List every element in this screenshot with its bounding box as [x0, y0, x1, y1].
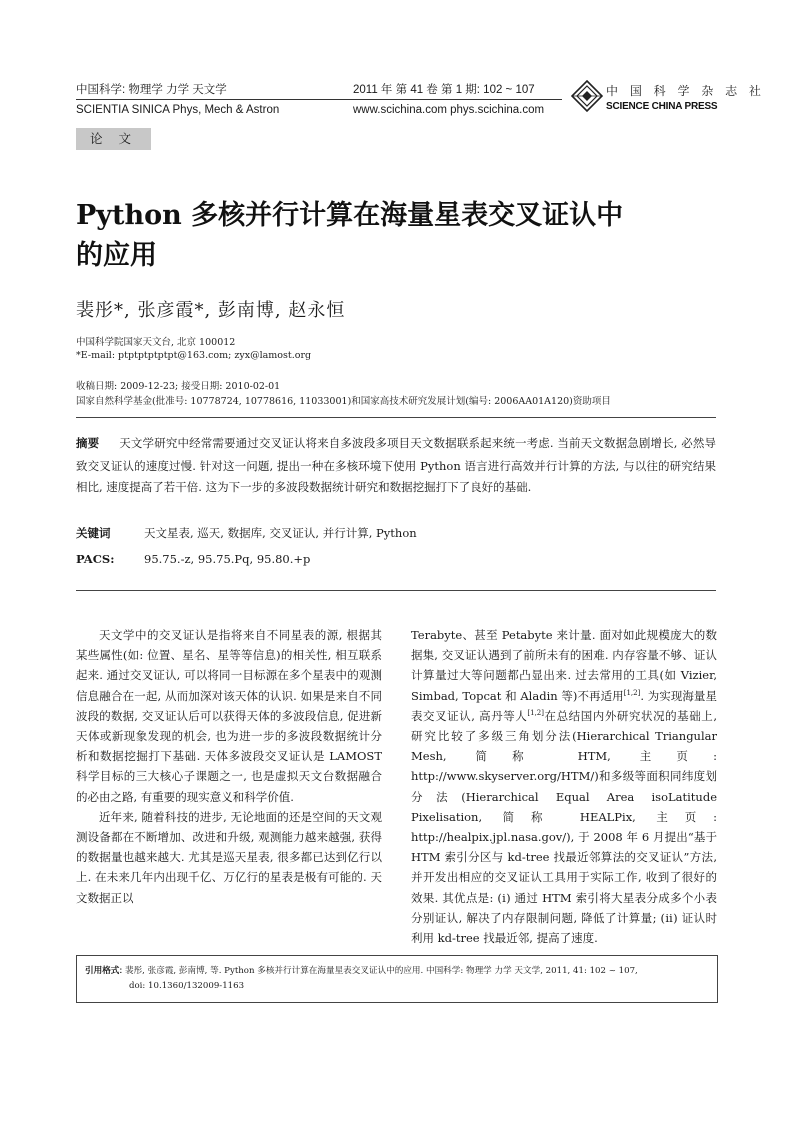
citation-box — [76, 955, 718, 1003]
citation-label: 引用格式: — [85, 965, 123, 975]
keywords-label: 关键词 — [76, 528, 111, 540]
publisher-name-en: SCIENCE CHINA PRESS — [606, 101, 718, 112]
keywords-text: 天文星表, 巡天, 数据库, 交叉证认, 并行计算, Python — [144, 526, 417, 540]
publisher-logo-icon — [571, 80, 603, 112]
reference-citation[interactable]: [1,2] — [527, 708, 544, 717]
journal-name-en: SCIENTIA SINICA Phys, Mech & Astron — [76, 104, 280, 116]
issue-info: 2011 年 第 41 卷 第 1 期: 102 ~ 107 — [353, 84, 535, 96]
pacs-text: 95.75.-z, 95.75.Pq, 95.80.+p — [144, 552, 311, 566]
body-paragraph: 天文学中的交叉证认是指将来自不同星表的源, 根据其某些属性(如: 位置、星名、星等等信息)的相关性, 相互联系起来. 通过交叉证认, 可以将同一目标源在多个星表中的观测信息融合在一起, 从而加深对该天体的认识. 如果是来自不同波段的数据, 交叉证认后可以获得天体的多波段信息, 促进新天体或新现象发现的机会, 也为进一步的多波段数据统计分析和数据挖掘打下基础. 天体多波段交叉证认是 LAMOST 科学目标的三大核心子课题之一, 也是虚拟天文台数据融合的必由之路, 有重要的现实意义和科学价值. — [76, 628, 382, 804]
journal-name-cn: 中国科学: 物理学 力学 天文学 — [76, 84, 227, 96]
email[interactable]: *E-mail: ptptptptptpt@163.com; zyx@lamost.org — [76, 350, 312, 361]
abstract-label: 摘要 — [76, 438, 100, 450]
abstract — [76, 433, 716, 499]
publisher-name-cn: 中 国 科 学 杂 志 社 — [606, 84, 765, 98]
citation-line — [85, 964, 638, 976]
authors: 裴彤*, 张彦霞*, 彭南博, 赵永恒 — [76, 300, 346, 321]
abstract-top-rule — [76, 417, 716, 418]
article-title — [76, 196, 676, 276]
article-type-tag: 论 文 — [76, 128, 151, 150]
funding-info: 国家自然科学基金(批准号: 10778724, 10778616, 11033001)和国家高技术研究发展计划(编号: 2006AA01A120)资助项目 — [76, 396, 611, 407]
pacs-label: PACS: — [76, 552, 115, 566]
citation-doi[interactable]: doi: 10.1360/132009-1163 — [129, 981, 245, 991]
title-line-2: 的应用 — [76, 240, 157, 271]
title-line-1: Python 多核并行计算在海量星表交叉证认中 — [76, 200, 624, 231]
header-rule — [76, 99, 562, 100]
body-right-column — [411, 625, 717, 948]
affiliation: 中国科学院国家天文台, 北京 100012 — [76, 337, 236, 348]
received-dates: 收稿日期: 2009-12-23; 接受日期: 2010-02-01 — [76, 381, 281, 392]
pacs — [76, 552, 310, 566]
abstract-bottom-rule — [76, 590, 716, 591]
body-left-column — [76, 625, 382, 908]
body-paragraph: Terabyte、甚至 Petabyte 来计量. 面对如此规模庞大的数据集, 交叉证认遇到了前所未有的困难. 内存容量不够、证认计算量过大等问题都凸显出来. 过去常用的工具(如 Vizier, Simbad, Topcat 和 Aladin 等)不再适用[1,2]. 为实现海量星表交叉证认, 高丹等人[1,2]在总结国内外研究状况的基础上, 研究比较了多级三角划分法(Hierarchical Triangular Mesh, 简称 HTM, 主页: http://www.skyserver.org/HTM/)和多级等面积同纬度划分法(Hierarchical Equal Area isoLatitude Pixelisation, 简称 HEALPix, 主页: http://healpix.jpl.nasa.gov/), 于 2008 年 6 月提出“基于 HTM 索引分区与 kd-tree 找最近邻算法的交叉证认”方法, 并开发出相应的交叉证认工具用于实际工作, 收到了很好的效果. 其优点是: (ⅰ) 通过 HTM 索引将大星表分成多个小表分别证认, 解决了内存限制问题, 降低了计算量; (ⅱ) 证认时利用 kd-tree 找最近邻, 提高了速度. — [411, 628, 718, 946]
journal-websites[interactable]: www.scichina.com phys.scichina.com — [353, 104, 545, 116]
reference-citation[interactable]: [1,2] — [623, 688, 641, 697]
keywords — [76, 525, 417, 541]
citation-text: 裴彤, 张彦霞, 彭南博, 等. Python 多核并行计算在海量星表交叉证认中的应用. 中国科学: 物理学 力学 天文学, 2011, 41: 102 ~ 107, — [124, 966, 638, 976]
abstract-text: 天文学研究中经常需要通过交叉证认将来自多波段多项目天文数据联系起来统一考虑. 当前天文数据急剧增长, 必然导致交叉证认的速度过慢. 针对这一问题, 提出一种在多核环境下使用 Python 语言进行高效并行计算的方法, 与以往的研究结果相比, 速度提高了若干倍. 这为下一步的多波段数据统计研究和数据挖掘打下了良好的基础. — [76, 436, 716, 494]
body-paragraph: 近年来, 随着科技的进步, 无论地面的还是空间的天文观测设备都在不断增加、改进和升级, 观测能力越来越强, 获得的数据量也越来越大. 尤其是巡天星表, 很多都已达到亿行以上. 在未来几年内出现千亿、万亿行的星表是极有可能的. 天文数据正以 — [76, 809, 382, 905]
